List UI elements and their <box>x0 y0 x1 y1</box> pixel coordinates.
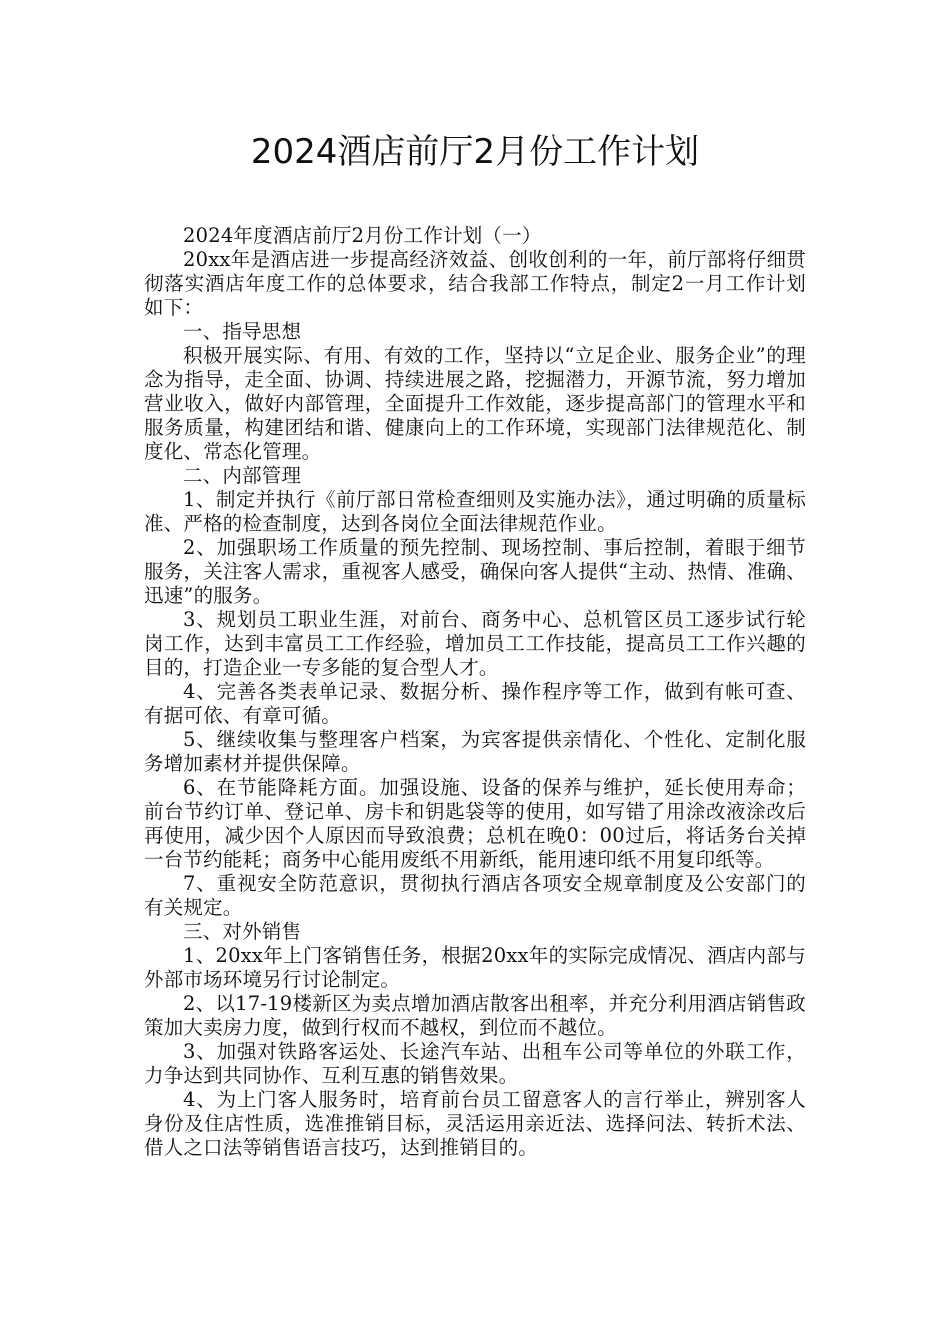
paragraph: 1、20xx年上门客销售任务，根据20xx年的实际完成情况、酒店内部与外部市场环境另行讨论制定。 <box>144 944 806 991</box>
section-heading: 二、内部管理 <box>183 464 302 487</box>
paragraph: 7、重视安全防范意识，贯彻执行酒店各项安全规章制度及公安部门的有关规定。 <box>144 872 806 919</box>
paragraph: 5、继续收集与整理客户档案，为宾客提供亲情化、个性化、定制化服务增加素材并提供保障。 <box>144 728 806 775</box>
paragraph: 4、完善各类表单记录、数据分析、操作程序等工作，做到有帐可查、有据可依、有章可循。 <box>144 680 806 727</box>
paragraph: 积极开展实际、有用、有效的工作，坚持以“立足企业、服务企业”的理念为指导，走全面、协调、持续进展之路，挖掘潜力，开源节流，努力增加营业收入，做好内部管理，全面提升工作效能，逐步提高部门的管理水平和服务质量，构建团结和谐、健康向上的工作环境，实现部门法律规范化、制度化、常态化管理。 <box>144 344 806 463</box>
paragraph: 2、以17-19楼新区为卖点增加酒店散客出租率，并充分利用酒店销售政策加大卖房力度，做到行权而不越权，到位而不越位。 <box>144 992 806 1039</box>
section-heading: 三、对外销售 <box>183 920 302 943</box>
paragraph: 6、在节能降耗方面。加强设施、设备的保养与维护，延长使用寿命；前台节约订单、登记单、房卡和钥匙袋等的使用，如写错了用涂改液涂改后再使用，减少因个人原因而导致浪费；总机在晚0：00过后，将话务台关掉一台节约能耗；商务中心能用废纸不用新纸，能用速印纸不用复印纸等。 <box>144 776 806 871</box>
paragraph: 2024年度酒店前厅2月份工作计划（一） <box>183 224 542 247</box>
document-title: 2024酒店前厅2月份工作计划 <box>250 132 700 172</box>
paragraph: 4、为上门客人服务时，培育前台员工留意客人的言行举止，辨别客人身份及住店性质，选准推销目标，灵活运用亲近法、选择问法、转折术法、借人之口法等销售语言技巧，达到推销目的。 <box>144 1088 806 1159</box>
paragraph: 2、加强职场工作质量的预先控制、现场控制、事后控制，着眼于细节服务，关注客人需求，重视客人感受，确保向客人提供“主动、热情、准确、迅速”的服务。 <box>144 536 806 607</box>
paragraph: 20xx年是酒店进一步提高经济效益、创收创利的一年，前厅部将仔细贯彻落实酒店年度工作的总体要求，结合我部工作特点，制定2一月工作计划如下： <box>144 248 806 319</box>
document-body <box>144 224 806 1160</box>
paragraph: 1、制定并执行《前厅部日常检查细则及实施办法》，通过明确的质量标准、严格的检查制度，达到各岗位全面法律规范作业。 <box>144 488 806 535</box>
section-heading: 一、指导思想 <box>183 320 302 343</box>
paragraph: 3、加强对铁路客运处、长途汽车站、出租车公司等单位的外联工作，力争达到共同协作、互利互惠的销售效果。 <box>144 1040 806 1087</box>
paragraph: 3、规划员工职业生涯，对前台、商务中心、总机管区员工逐步试行轮岗工作，达到丰富员工工作经验，增加员工工作技能，提高员工工作兴趣的目的，打造企业一专多能的复合型人才。 <box>144 608 806 679</box>
